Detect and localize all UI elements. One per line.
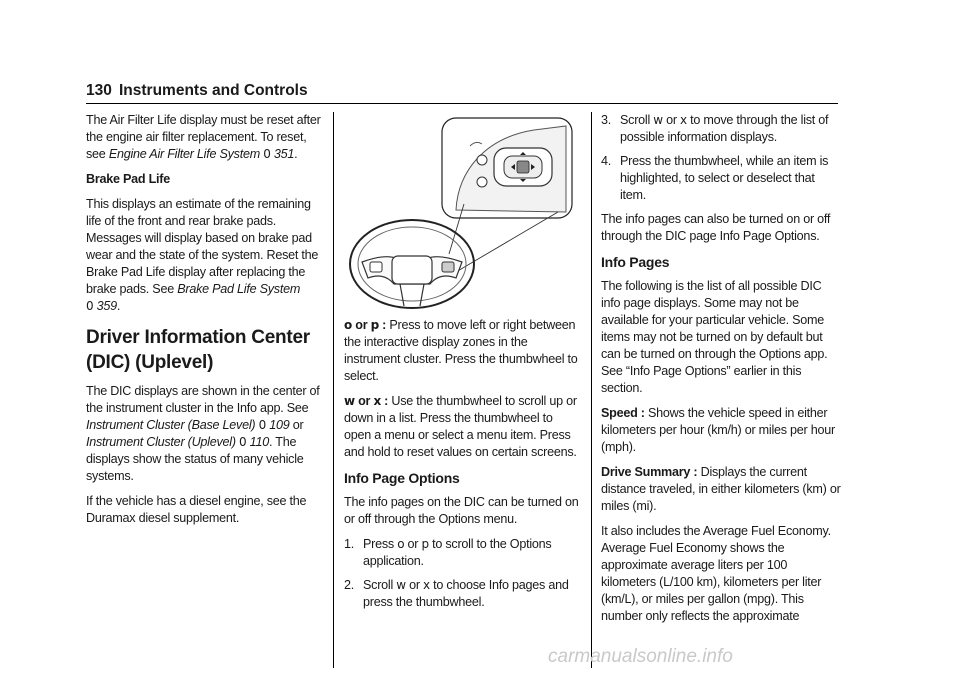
brake-pad-paragraph	[86, 196, 322, 315]
left-arrow-icon: o	[397, 537, 405, 551]
drive-summary-label: Drive Summary :	[601, 465, 698, 479]
text: or	[354, 394, 374, 408]
page-ref-icon: 0	[263, 147, 271, 161]
text: Use the thumbwheel to scroll up or down in a list. Press the thumbwheel to open a menu or select a menu item. Press and hold to reset values on certain screens.	[344, 394, 577, 459]
section-title: Instruments and Controls	[119, 82, 308, 99]
step-text	[620, 112, 841, 146]
speed-entry	[601, 405, 841, 456]
step-number: 3.	[601, 113, 612, 127]
page-ref-number[interactable]: 110	[249, 435, 269, 449]
step-number: 2.	[344, 578, 355, 592]
text: or	[407, 537, 419, 551]
dic-section-title: Driver Information Center (DIC) (Uplevel)	[86, 327, 310, 373]
step-4	[601, 153, 841, 204]
page-ref-number[interactable]: 109	[269, 418, 290, 432]
step-2	[344, 577, 580, 611]
text: to move through the list of possible information displays.	[620, 113, 829, 144]
text: or	[289, 418, 304, 432]
text: .	[116, 299, 121, 313]
average-fuel-paragraph: It also includes the Average Fuel Economy. Average Fuel Economy shows the approximate average liters per 100 kilometers (L/100 km), kilometers per liter (km/L), or miles per gallon (mpg). This number only reflects the approximate	[601, 524, 831, 623]
right-arrow-icon: p	[421, 537, 429, 551]
text: The DIC displays are shown in the center of the instrument cluster in the Info app. See	[86, 384, 320, 415]
left-right-description	[344, 317, 580, 385]
step-text	[363, 577, 580, 611]
text: to choose Info pages and press the thumbwheel.	[363, 578, 569, 609]
cross-reference-link[interactable]: Instrument Cluster (Uplevel)	[86, 435, 236, 449]
step-text	[363, 536, 580, 570]
drive-summary-entry	[601, 464, 841, 515]
info-pages-heading: Info Pages	[601, 254, 670, 270]
text: Press to move left or right between the interactive display zones in the instrument cluster. Press the thumbwheel to select.	[344, 318, 578, 383]
text: . The displays show the status of many vehicle systems.	[86, 435, 304, 483]
text: :	[380, 394, 392, 408]
column-3	[601, 112, 841, 633]
dic-paragraph	[86, 383, 322, 485]
step-number: 1.	[344, 537, 355, 551]
down-arrow-icon: x	[373, 394, 381, 408]
info-page-options-heading: Info Page Options	[344, 470, 460, 486]
text: Scroll	[363, 578, 393, 592]
page-ref-icon: 0	[86, 299, 94, 313]
up-down-description	[344, 393, 580, 461]
down-arrow-icon: x	[680, 113, 687, 127]
page-ref-icon: 0	[239, 435, 247, 449]
arrow-label	[344, 318, 389, 332]
info-pages-paragraph: The following is the list of all possible DIC info page displays. Some may not be available for your particular vehicle. Some items may not be turned on by default but can be turned on through the Options app. See “Info Page Options” earlier in this section.	[601, 279, 828, 395]
cross-reference-link[interactable]: Engine Air Filter Life System	[108, 147, 260, 161]
text: The Air Filter Life display must be reset after the engine air filter replacement. To reset, see	[86, 113, 321, 161]
left-arrow-icon: o	[344, 318, 352, 332]
steering-wheel-illustration	[344, 112, 580, 309]
column-2	[344, 112, 580, 618]
step-number: 4.	[601, 154, 612, 168]
header-rule	[86, 103, 838, 104]
cross-reference-link[interactable]: Instrument Cluster (Base Level)	[86, 418, 256, 432]
info-onoff-paragraph: The info pages can also be turned on or off through the DIC page Info Page Options.	[601, 212, 831, 243]
diesel-paragraph: If the vehicle has a diesel engine, see the Duramax diesel supplement.	[86, 494, 307, 525]
watermark: carmanualsonline.info	[548, 646, 733, 667]
info-page-options-paragraph: The info pages on the DIC can be turned on or off through the Options menu.	[344, 495, 579, 526]
text: This displays an estimate of the remaining life of the front and rear brake pads. Messages will display based on brake pad wear and the state of the system. Reset the Brake Pad Life display after replacing the brake pads. See	[86, 197, 319, 296]
step-3	[601, 112, 841, 146]
up-arrow-icon: w	[396, 578, 406, 592]
steering-wheel-controls-figure	[344, 112, 580, 309]
text: :	[378, 318, 390, 332]
column-divider	[591, 112, 592, 668]
step-text: Press the thumbwheel, while an item is highlighted, to select or deselect that item.	[620, 154, 829, 202]
arrow-label	[344, 394, 391, 408]
page-number: 130	[86, 82, 112, 99]
text: Shows the vehicle speed in either kilometers per hour (km/h) or miles per hour (mph).	[601, 406, 835, 454]
page-ref-number[interactable]: 359	[96, 299, 117, 313]
brake-pad-heading: Brake Pad Life	[86, 172, 170, 186]
text: Displays the current distance traveled, in either kilometers (km) or miles (mi).	[601, 465, 841, 513]
down-arrow-icon: x	[423, 578, 430, 592]
text: Press	[363, 537, 394, 551]
text: or	[666, 113, 677, 127]
speed-label: Speed :	[601, 406, 645, 420]
text: or	[352, 318, 371, 332]
air-filter-paragraph	[86, 112, 322, 163]
page-ref-number[interactable]: 351	[273, 147, 295, 161]
up-arrow-icon: w	[344, 394, 355, 408]
text: Scroll	[620, 113, 650, 127]
right-arrow-icon: p	[370, 318, 379, 332]
step-1	[344, 536, 580, 570]
up-arrow-icon: w	[653, 113, 663, 127]
page-ref-icon: 0	[258, 418, 266, 432]
column-1	[86, 112, 322, 535]
column-divider	[333, 112, 334, 668]
text: or	[409, 578, 420, 592]
cross-reference-link[interactable]: Brake Pad Life System	[177, 282, 301, 296]
text: .	[294, 147, 298, 161]
text: to scroll to the Options application.	[363, 537, 552, 568]
